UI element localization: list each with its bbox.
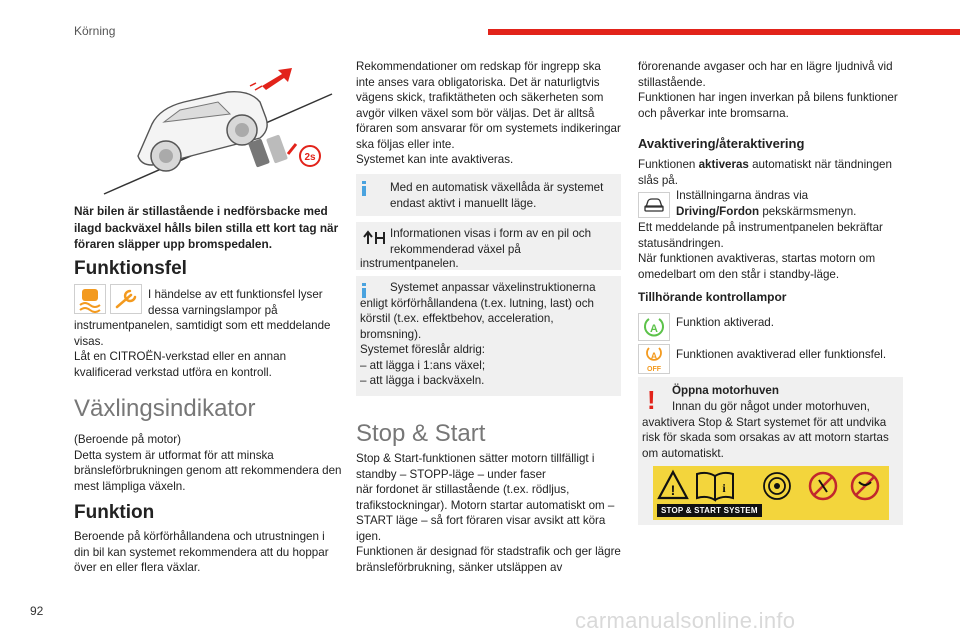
- settings-text: [676, 204, 902, 220]
- stop-start-cont-text: förorenande avgaser och har en lägre ljudnivå vid stillastående. Funktionen har ingen inverkan på bilens funktioner och påverkar inte bromsarna.: [638, 60, 898, 120]
- vehicle-menu-icon-box: [638, 192, 670, 218]
- gear-arrow-icon: [361, 229, 387, 249]
- lamp-off-text: Funktionen avaktiverad eller funktionsfel.: [676, 348, 887, 361]
- note-display-text-a: Informationen visas i form av en pil och rekommenderad växel på: [390, 227, 592, 256]
- car-menu-icon: [639, 193, 669, 217]
- settings-text-post: pekskärmsmenyn.: [759, 205, 857, 218]
- lamp-off-box: [638, 344, 670, 374]
- stop-start-active-icon: [639, 314, 669, 340]
- warning-text: Innan du gör något under motorhuven, avaktivera Stop & Start systemet för att undvika risk för skada som orsakas av att motorn startas om automatiskt.: [642, 400, 889, 460]
- lamp-active-text: Funktion aktiverad.: [676, 316, 774, 329]
- deactivation-text-pre: Funktionen: [638, 158, 699, 171]
- stop-start-text: Stop & Start-funktionen sätter motorn tillfälligt i standby – STOPP-läge – under faser när fordonet är stillastående (t.ex. rödljus, trafikstockningar). Motorn startar automatiskt om – START läge – så fort föraren visar avsikt att köra igen. Funktionen är designad för stadstrafik och ger lägre bränsleförbrukning, sänker utsläppen av: [356, 452, 621, 574]
- section-title: Körning: [74, 24, 116, 38]
- gear-intro-text: Rekommendationer om redskap för ingrepp ska inte anses vara obligatoriska. Det är naturligtvis vägens skick, trafiktätheten och säkerheten som avgör vilken växel som bör väljas. Det är alltså föraren som ansvarar för om systemets indikeringar ska följas eller inte. Systemet kan inte avaktiveras.: [356, 60, 621, 166]
- settings-menu-name: Driving/Fordon: [676, 205, 760, 218]
- badge-2s: 2s: [304, 152, 316, 163]
- warning-lamp-1: [74, 284, 106, 314]
- note-display: [356, 222, 621, 270]
- deactivation-text-post: automatiskt när tändningen slås på.: [638, 158, 892, 187]
- settings-text-a: Inställningarna ändras via: [676, 189, 809, 202]
- stop-start-sticker: [653, 466, 889, 520]
- malfunction-text-b: instrumentpanelen, samtidigt som ett meddelande visas.: [74, 319, 331, 348]
- car-skid-icon: [75, 285, 105, 313]
- wrench-icon: [111, 285, 141, 313]
- deactivation-text-bold: aktiveras: [698, 158, 749, 171]
- sticker-symbols: [657, 468, 887, 504]
- gear-indicator-heading: Växlingsindikator: [74, 395, 256, 422]
- confirm-text: Ett meddelande på instrumentpanelen bekräftar statusändringen. När funktionen avaktiveras, startas motorn om omedelbart om den står i standby-läge.: [638, 221, 883, 281]
- lamp-off-label: OFF: [647, 366, 661, 373]
- function-heading: Funktion: [74, 502, 155, 523]
- svg-text:!: !: [670, 482, 676, 498]
- warning-box: [638, 377, 903, 525]
- malfunction-text-a: I händelse av ett funktionsfel lyser dessa varningslampor på: [148, 288, 323, 317]
- note-automatic: [356, 174, 621, 216]
- note-adapt-text: Systemet anpassar växelinstruktionerna enligt körförhållandena (t.ex. lutning, last) och körstil (t.ex. effektbehov, acceleration, bromsning). Systemet föreslår aldrig: – att lägga i 1:ans växel; – att lägga i backväxeln.: [360, 281, 596, 387]
- hill-caption: När bilen är stillastående i nedförsbacke med ilagd backväxel hålls bilen stilla ett kort tag när föraren släpper upp bromspedalen.: [74, 204, 339, 251]
- svg-text:A: A: [650, 351, 658, 361]
- lamps-heading: Tillhörande kontrollampor: [638, 290, 787, 304]
- info-icon: [362, 181, 366, 195]
- warning-title: Öppna motorhuven: [672, 384, 779, 397]
- gear-indicator-text: (Beroende på motor) Detta system är utformat för att minska bränsleförbrukningen genom att rekommendera den mest lämpliga växeln.: [74, 433, 342, 493]
- lamp-active-box: [638, 313, 670, 341]
- page-number: 92: [30, 604, 44, 618]
- note-adapt: [356, 276, 621, 396]
- note-automatic-text: Med en automatisk växellåda är systemet endast aktivt i manuellt läge.: [390, 181, 604, 210]
- stop-start-heading: Stop & Start: [356, 420, 486, 447]
- deactivation-text: [638, 157, 903, 188]
- warning-exclamation-icon: !: [647, 385, 656, 415]
- warning-lamp-2: [110, 284, 142, 314]
- malfunction-heading: Funktionsfel: [74, 258, 187, 279]
- watermark: carmanualsonline.info: [575, 608, 796, 633]
- sticker-label: STOP & START SYSTEM: [657, 504, 762, 517]
- car-hill-illustration: [100, 58, 340, 198]
- function-text: Beroende på körförhållandena och utrustningen i din bil kan systemet rekommendera att du hoppar över en eller flera växlar.: [74, 530, 329, 574]
- svg-text:A: A: [650, 323, 658, 335]
- note-display-text-b: instrumentpanelen.: [360, 257, 459, 270]
- malfunction-text-c: Låt en CITROËN-verkstad eller en annan kvalificerad verkstad utföra en kontroll.: [74, 350, 287, 379]
- svg-text:i: i: [722, 481, 726, 495]
- stop-start-off-icon: [639, 345, 669, 373]
- deactivation-heading: Avaktivering/återaktivering: [638, 136, 805, 151]
- header-accent-bar: [488, 29, 960, 35]
